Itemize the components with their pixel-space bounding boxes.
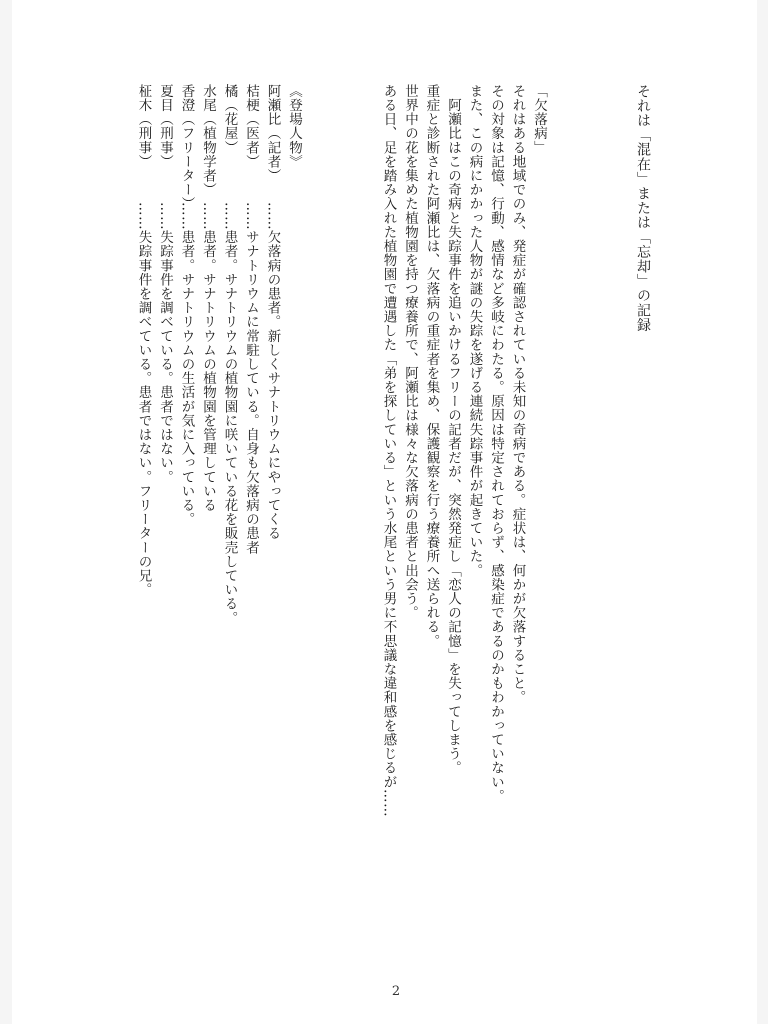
cast-member-desc: ……サナトリウムに常駐している。自身も欠落病の患者 xyxy=(243,202,259,555)
cast-list xyxy=(132,84,304,625)
document-title: それは「混在」または「忘却」の記録 xyxy=(635,84,651,333)
cast-member-desc: ……患者。サナトリウムの植物園を管理している xyxy=(200,202,216,513)
synopsis-line: 重症と診断された阿瀬比は、欠落病の重症者を集め、保護観察を行う療養所へ送られる。 xyxy=(423,84,440,648)
document-sheet xyxy=(12,0,757,1024)
cast-member-name: 阿瀬比（記者） xyxy=(264,84,281,183)
cast-member-desc: ……患者。サナトリウムの生活が気に入っている。 xyxy=(178,202,195,527)
cast-member-name: 橘（花屋） xyxy=(221,84,238,155)
cast-member xyxy=(154,84,176,625)
cast-member-desc: ……患者。サナトリウムの植物園に咲いている花を販売している。 xyxy=(221,202,238,625)
cast-member-desc: ……失踪事件を調べている。患者ではない。フリーターの兄。 xyxy=(135,202,152,597)
synopsis-block xyxy=(377,84,549,818)
synopsis-line: その対象は記憶、行動、感情など多岐にわたる。原因は特定されておらず、感染症であるのかもわかっていない。 xyxy=(488,84,504,804)
cast-member xyxy=(132,84,154,625)
synopsis-line: ある日、足を踏み入れた植物園で遭遇した「弟を探している」という水尾という男に不思議な違和感を感じるが…… xyxy=(380,84,397,818)
cast-member-name: 柾木（刑事） xyxy=(135,84,152,169)
synopsis-heading: 「欠落病」 xyxy=(531,84,547,155)
cast-member xyxy=(197,84,219,625)
cast-member-desc: ……欠落病の患者。新しくサナトリウムにやってくる xyxy=(264,202,281,541)
cast-member xyxy=(261,84,283,625)
synopsis-line: 世界中の花を集めた植物園を持つ療養所で、阿瀬比は様々な欠落病の患者と出会う。 xyxy=(402,84,418,620)
synopsis-line: それはある地域でのみ、発症が確認されている未知の奇病である。症状は、何かが欠落すること。 xyxy=(509,84,526,705)
cast-member xyxy=(218,84,240,625)
page-number: 2 xyxy=(391,984,401,999)
cast-member-desc: ……失踪事件を調べている。患者ではない。 xyxy=(157,202,173,484)
cast-member-name: 水尾（植物学者） xyxy=(200,84,216,197)
cast-member xyxy=(175,84,197,625)
cast-member xyxy=(240,84,262,625)
synopsis-line: また、この病にかかった人物が謎の失踪を遂げる連続失踪事件が起きていた。 xyxy=(466,84,483,578)
cast-member-name: 香澄（フリーター） xyxy=(178,84,195,211)
cast-member-name: 夏目（刑事） xyxy=(157,84,173,169)
synopsis-line: 阿瀬比はこの奇病と失踪事件を追いかけるフリーの記者だが、突然発症し「恋人の記憶」を失ってしまう。 xyxy=(445,84,461,775)
cast-member-name: 桔梗（医者） xyxy=(243,84,259,169)
cast-heading: 《登場人物》 xyxy=(286,84,302,169)
